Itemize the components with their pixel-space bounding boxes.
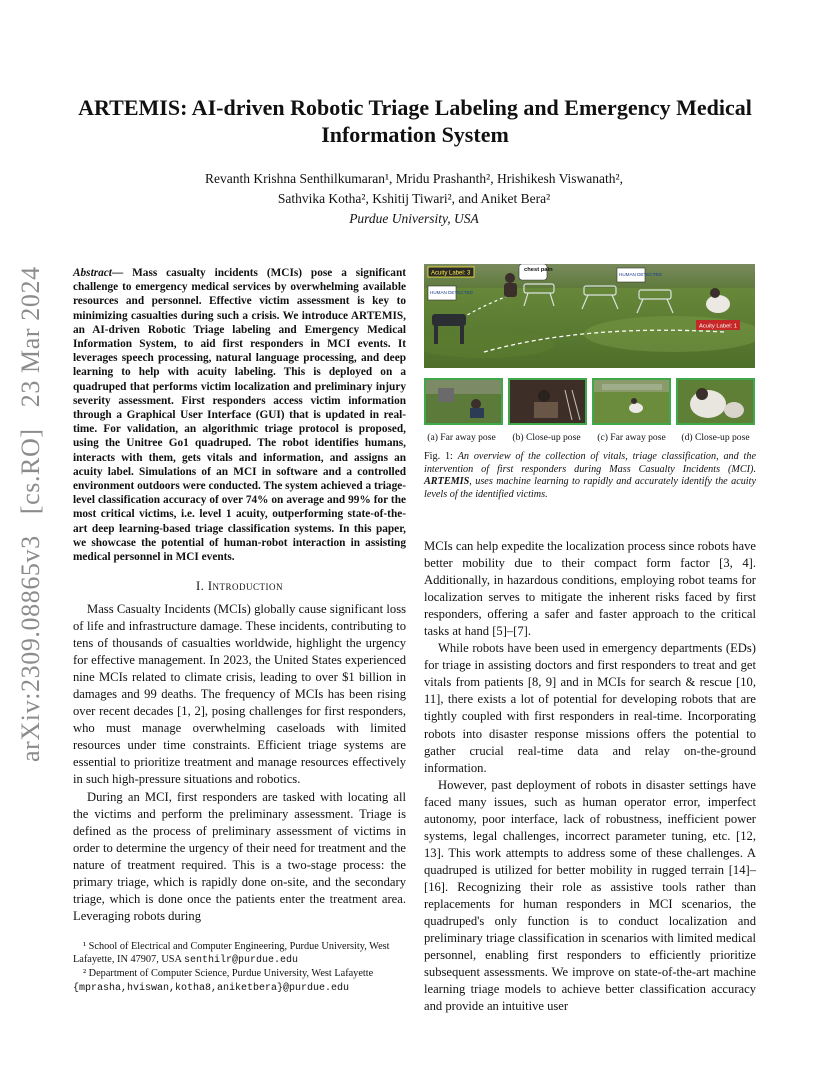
figure-scene-illustration <box>424 264 755 368</box>
arxiv-category: [cs.RO] <box>16 428 45 515</box>
section-heading: I. Introduction <box>195 579 284 593</box>
figure-main-image <box>424 264 755 368</box>
figure-caption: Fig. 1: An overview of the collection of vitals, triage classification, and the intervention of first responders during Mass Casualty Incidents (MCI). ARTEMIS, uses machine learning to rapidly and accurately identify the acuity levels of the identified victims. <box>424 451 756 500</box>
subfigure-c-image <box>592 378 671 425</box>
subcaption-c: (c) Far away pose <box>597 432 666 443</box>
subcaption-d: (d) Close-up pose <box>681 432 750 443</box>
chest-pain-label: chest pain <box>524 267 553 273</box>
subcaption-a: (a) Far away pose <box>427 432 496 443</box>
acuity-label-3: Acuity Label: 3 <box>431 270 471 277</box>
arxiv-id: arXiv:2309.08865v3 <box>16 535 45 762</box>
authors-line-2: Sathvika Kotha², Kshitij Tiwari², and Aniket Bera² <box>277 191 551 206</box>
paragraph: Mass Casualty Incidents (MCIs) globally cause significant loss of life and infrastructure damage. These incidents, contributing to tens of thousands of casualties worldwide, highlight the urgency for effective management. In 2023, the United States experienced nine MCIs related to climate crisis, leading to over $1 billion in damages and 99 deaths. The frequency of MCIs has been rising over recent decades [1, 2], posing challenges for first responders, who must manage overwhelming caseloads with limited resources under time constraints. Efficient triage systems are essential to prioritize treatment and manage resources effectively in such high-pressure situations and robotics. <box>73 602 406 787</box>
footnote-1-email: senthilr@purdue.edu <box>183 955 298 967</box>
subfigure-b-image <box>508 378 587 425</box>
affiliation: Purdue University, USA <box>349 211 479 226</box>
abstract-lead: Abstract <box>73 267 112 279</box>
left-column-body <box>73 601 406 925</box>
footnotes <box>73 940 406 995</box>
subfigure-d-image <box>676 378 755 425</box>
acuity-label-1: Acuity Label: 1 <box>699 323 738 330</box>
arxiv-date: 23 Mar 2024 <box>16 266 45 408</box>
abstract-text: — Mass casualty incidents (MCIs) pose a significant challenge to emergency medical services by overwhelming available resources and personnel. Effective victim assessment is key to minimizing casualties during such a crisis. We introduce ARTEMIS, an AI-driven Robotic Triage labeling and Emergency Medical Information System, to aid first responders in MCI events. It leverages speech processing, natural language processing, and deep learning to help with acuity labeling. This is deployed on a quadruped that performs victim localization and preliminary injury severity assessment. First responders access victim information through a Graphical User Interface (GUI) that is updated in real-time. For validation, an algorithmic triage protocol is proposed, using the Unitree Go1 quadruped. The robot identifies humans, interacts with them, gets vitals and information, and assigns an acuity label. Simulations of an MCI in software and a controlled environment outdoors were conducted. The system achieved a triage-level classification accuracy of over 74% on average and 99% for the most critical victims, i.e. level 1 acuity, outperforming state-of-the-art deep learning-based triage classification systems. In this paper, we showcase the potential of human-robot interaction in assisting medical personnel in MCI events. <box>73 267 406 564</box>
paper-title: ARTEMIS: AI-driven Robotic Triage Labeling and Emergency Medical Information System <box>78 95 752 147</box>
subcaption-b: (b) Close-up pose <box>512 432 581 443</box>
human-detected-label-2: HUMAN DETECTED <box>619 272 662 277</box>
footnote-2: ² Department of Computer Science, Purdue University, West Lafayette {mprasha,hviswan,kotha8,aniketbera}@purdue.edu <box>73 968 374 994</box>
paragraph: While robots have been used in emergency departments (EDs) for triage in assisting doctors and first responders to treat and get vitals from patients [8, 9] and in MCIs for search & rescue [10, 11], there exists a lot of potential for developing robots that are tightly coupled with first responders in real-time. Incorporating robots into disaster response missions offers the potential to gather crucial real-time data and relay on-the-ground information. <box>424 641 756 775</box>
footnote-2-email: {mprasha,hviswan,kotha8,aniketbera}@purdue.edu <box>73 982 350 994</box>
author-block <box>100 169 728 229</box>
arxiv-identifier <box>16 266 46 762</box>
authors-line-1: Revanth Krishna Senthilkumaran¹, Mridu Prashanth², Hrishikesh Viswanath², <box>205 171 623 186</box>
footnote-1: ¹ School of Electrical and Computer Engineering, Purdue University, West Lafayette, IN 47907, USA senthilr@purdue.edu <box>73 941 390 967</box>
paragraph: MCIs can help expedite the localization process since robots have better mobility due to their compact form factor [3, 4]. Additionally, in hazardous conditions, employing robot teams for localization serves to mitigate the inherent risks faced by first responders, offering a safer and faster approach to the critical tasks at hand [5]–[7]. <box>424 539 756 639</box>
paragraph: However, past deployment of robots in disaster settings have faced many issues, such as human operator error, imperfect autonomy, poor interface, lack of robustness, inefficient power systems, legal challenges, incorrect parameter tuning, etc. [12, 13]. This work attempts to address some of these challenges. A quadruped is utilized for better mobility in rugged terrain [14]–[16]. Recognizing their role as assistive tools rather than replacements for human responders in MCI scenarios, the quadruped's only function is to conduct localization and preliminary triage classification in scenarios with limited medical personnel, enabling first responders to efficiently prioritize subsequent assessments. We improve on state-of-the-art machine learning triage models to achieve better classification accuracy and provide an intuitive user <box>424 777 756 1014</box>
abstract-block <box>73 266 406 564</box>
subfigure-a-image <box>424 378 503 425</box>
paragraph: During an MCI, first responders are tasked with locating all the victims and perform the preliminary assessment. Triage is defined as the process of preliminary assessment of victims in order to determine the urgency of their need for treatment and the nature of treatment required. This is a two-stage process: the primary triage, which is rapidly done on-site, and the secondary triage, which is done once the patients enter the treatment area. Leveraging robots during <box>73 789 406 923</box>
right-column-body <box>424 538 756 1015</box>
human-detected-label-1: HUMAN DETECTED <box>430 290 473 295</box>
